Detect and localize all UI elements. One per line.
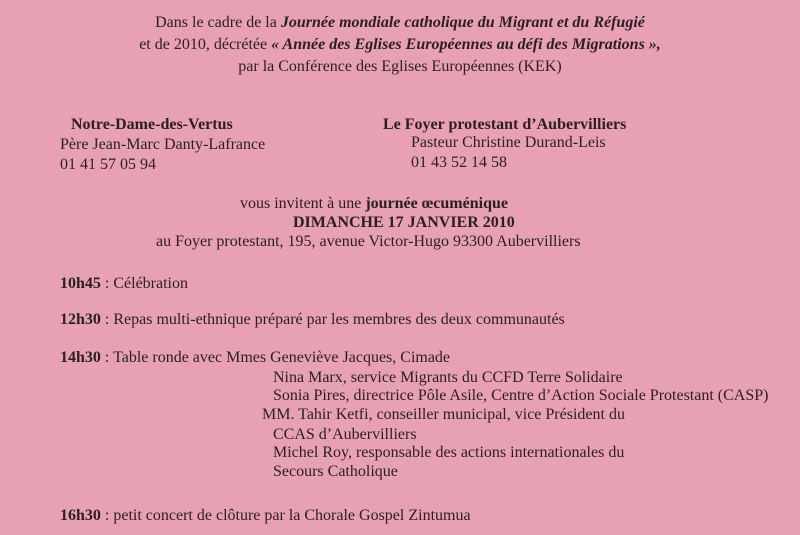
intro-line-1-prefix: Dans le cadre de la [155,14,281,31]
program-time: 14h30 [60,349,101,366]
program-time: 16h30 [60,507,101,524]
panel-line: Secours Catholique [273,463,398,480]
program-item-4 [60,507,471,525]
panel-line: Michel Roy, responsable des actions internationales du [273,444,625,461]
invite-title: journée œcuménique [365,195,508,212]
panel-line: MM. Tahir Ketfi, conseiller municipal, vice Président du [262,406,625,423]
invite-prefix: vous invitent à une [240,195,366,212]
host-right-name: Le Foyer protestant d’Aubervilliers [383,116,627,133]
intro-line-2-prefix: et de 2010, décrétée [139,36,272,53]
event-place: au Foyer protestant, 195, avenue Victor-Hugo 93300 Aubervilliers [156,233,581,250]
program-text: : Célébration [100,275,188,292]
program-text: : Repas multi-ethnique préparé par les membres des deux communautés [100,311,565,328]
program-text: : petit concert de clôture par la Chorale Gospel Zintumua [100,507,471,524]
year-title: « Année des Eglises Européennes au défi des Migrations », [271,36,661,53]
panel-line: CCAS d’Aubervilliers [273,426,417,443]
intro-line-2 [0,36,800,54]
program-time: 10h45 [60,275,101,292]
program-item-3 [60,349,450,367]
intro-line-3: par la Conférence des Eglises Européennes (KEK) [238,58,562,75]
program-item-2 [60,311,565,329]
host-left-phone: 01 41 57 05 94 [60,156,156,173]
event-title: Journée mondiale catholique du Migrant et du Réfugié [280,14,645,31]
host-right-person: Pasteur Christine Durand-Leis [411,134,606,151]
program-item-1 [60,275,188,293]
host-right-phone: 01 43 52 14 58 [411,154,507,171]
invite-line [240,195,508,213]
intro-line-1 [0,14,800,32]
panel-line: Sonia Pires, directrice Pôle Asile, Centre d’Action Sociale Protestant (CASP) [273,387,769,404]
program-text: : Table ronde avec Mmes Geneviève Jacques, Cimade [100,349,451,366]
host-left-name: Notre-Dame-des-Vertus [71,116,233,133]
panel-line: Nina Marx, service Migrants du CCFD Terre Solidaire [273,369,623,386]
event-date: DIMANCHE 17 JANVIER 2010 [293,214,515,231]
program-time: 12h30 [60,311,101,328]
host-left-person: Père Jean-Marc Danty-Lafrance [60,136,266,153]
